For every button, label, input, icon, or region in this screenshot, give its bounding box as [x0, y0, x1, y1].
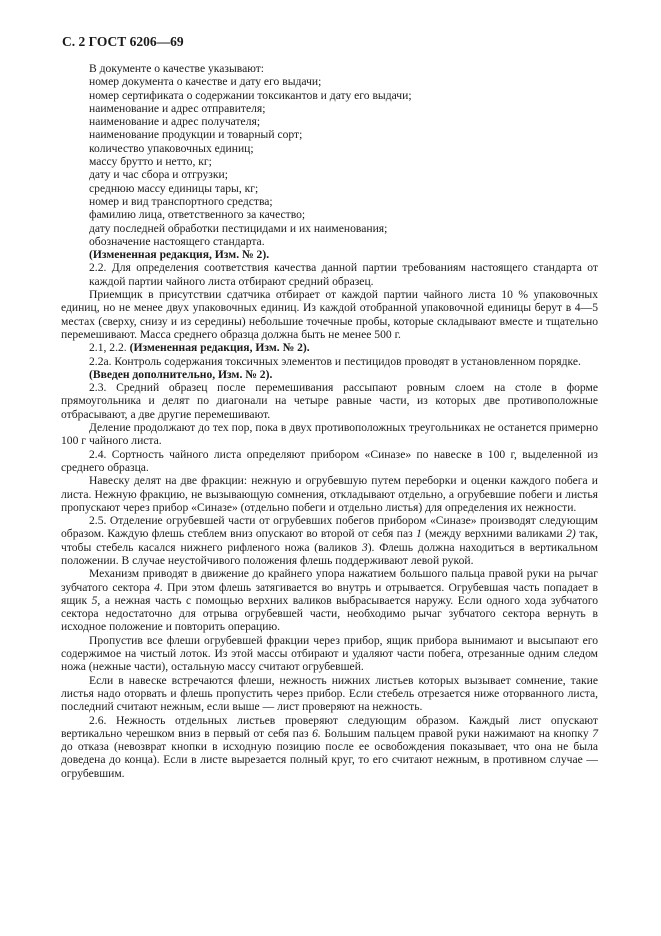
- figure-ref: 4.: [154, 580, 163, 594]
- text-run: так, чтобы стебель касался нижнего рифленого ножа (валиков: [61, 527, 598, 554]
- figure-ref: 3: [361, 540, 368, 554]
- paragraph-2-5: [61, 514, 598, 567]
- text-run: до отказа (невозврат кнопки в исходную позицию после ее освобождения показывает, что она не была доведена до конца). Если в листе вырезается полный круг, то его считают нежным, в противном случае — огрубевшим.: [61, 740, 598, 780]
- paragraph-priemshik: Приемщик в присутствии сдатчика отбирает от каждой партии чайного листа 10 % упаковочных единиц, но не менее двух упаковочных единиц. Из каждой отобранной упаковочной единицы берут в 4—5 местах (сверху, снизу и из середины) небольшие точечные пробы, которые складывают вместе и тщательно перемешивают. Масса среднего образца должна быть не менее 500 г.: [61, 288, 598, 341]
- list-item: дату и час сбора и отгрузки;: [89, 168, 228, 182]
- text-run: Механизм приводят в движение до крайнего упора нажатием большого пальца правой руки на рычаг зубчатого сектора: [61, 567, 598, 594]
- list-item: количество упаковочных единиц;: [89, 141, 254, 155]
- text-run: 2.6. Нежность отдельных листьев проверяют следующим образом. Каждый лист опускают вертикально черешком вниз в первый от себя паз: [61, 713, 598, 740]
- amendment-label: (Измененная редакция, Изм. № 2).: [129, 341, 310, 355]
- clause-numbers: 2.1, 2.2.: [89, 341, 127, 355]
- paragraph-delenie: Деление продолжают до тех пор, пока в двух противоположных треугольниках не останется примерно 100 г чайного листа.: [61, 421, 598, 448]
- paragraph-2-6: [61, 714, 598, 780]
- list-item: наименование продукции и товарный сорт;: [89, 128, 303, 142]
- list-item: номер сертификата о содержании токсикантов и дату его выдачи;: [89, 88, 412, 102]
- list-item: среднюю массу единицы тары, кг;: [89, 181, 259, 195]
- amendment-note: (Измененная редакция, Изм. № 2).: [89, 248, 270, 262]
- figure-ref: 2): [566, 527, 576, 541]
- list-item: дату последней обработки пестицидами и их наименования;: [89, 221, 388, 235]
- figure-ref: 7: [592, 726, 598, 740]
- list-item: наименование и адрес получателя;: [89, 115, 261, 129]
- amendment-note-2: [61, 341, 598, 354]
- paragraph-2-2: [61, 261, 598, 288]
- addition-note: (Введен дополнительно, Изм. № 2).: [89, 367, 273, 381]
- paragraph-naveska: Навеску делят на две фракции: нежную и огрубевшую путем переборки и оценки каждого побега и листа. Нежную фракцию, не вызывающую сомнения, откладывают отдельно, а огрубевшие побеги и листья пропускают через прибор «Синазе» (отдельно побеги и отдельно листья) для определения их нежности.: [61, 474, 598, 514]
- text-run: ). Флешь должна находиться в вертикальном положении. В случае неустойчивого положения флешь поддерживают левой рукой.: [61, 540, 598, 567]
- paragraph-mechanism: [61, 567, 598, 633]
- paragraph-2-4: 2.4. Сортность чайного листа определяют прибором «Синазе» по навеске в 100 г, выделенной из среднего образца.: [61, 447, 598, 474]
- list-intro: В документе о качестве указывают:: [89, 62, 265, 75]
- text-run: При этом флешь затягивается во внутрь и отрывается. Огрубевшая часть попадает в ящик: [61, 580, 598, 607]
- text-run: Большим пальцем правой руки нажимают на кнопку: [320, 726, 593, 740]
- figure-ref: 6.: [312, 726, 321, 740]
- text-run: 2.5. Отделение огрубевшей части от огрубевших побегов прибором «Синазе» производят следующим образом. Каждую флешь стеблем вниз опускают во второй от себя паз: [61, 514, 598, 541]
- list-item: массу брутто и нетто, кг;: [89, 155, 212, 169]
- figure-ref: 5,: [91, 593, 101, 607]
- list-item: номер документа о качестве и дату его выдачи;: [89, 75, 322, 89]
- text-run: (между верхними валиками: [421, 527, 567, 541]
- paragraph-2-2a: 2.2а. Контроль содержания токсичных элементов и пестицидов проводят в установленном порядке.: [89, 354, 581, 368]
- list-item: фамилию лица, ответственного за качество;: [89, 208, 306, 222]
- paragraph-propustiv: Пропустив все флеши огрубевшей фракции через прибор, ящик прибора вынимают и высыпают его содержимое на чистый лоток. Из этой массы отбирают и удаляют части побега, отрезанные одним следом ножа (нежные части), остальную массу считают огрубевшей.: [61, 633, 598, 674]
- quality-document-list: [89, 62, 598, 261]
- document-body: [61, 62, 599, 780]
- text-run: а нежная часть с помощью верхних валиков выбрасывается наружу. Если одного хода зубчатого сектора недостаточно для отрыва огрубевшей части, необходимо рычаг зубчатого сектора вернуть в исходное положение и повторить операцию.: [61, 593, 599, 634]
- list-item: обозначение настоящего стандарта.: [89, 234, 265, 248]
- paragraph-2-3: 2.3. Средний образец после перемешивания рассыпают ровным слоем на столе в форме прямоугольника и делят по диагонали на четыре равные части, из которых две противоположные отбрасывают, а две другие перемешивают.: [61, 381, 598, 421]
- list-item: наименование и адрес отправителя;: [89, 101, 266, 115]
- figure-ref: 1: [416, 527, 422, 541]
- paragraph-text: 2.2. Для определения соответствия качества данной партии требованиям настоящего стандарта от каждой партии чайного листа отбирают средний образец.: [89, 261, 598, 288]
- list-item: номер и вид транспортного средства;: [89, 194, 273, 208]
- paragraph-esli: Если в навеске встречаются флеши, нежность нижних листьев которых вызывает сомнение, такие листья надо оторвать и флешь пропустить через прибор. Если стебель отрезается ниже оторванного листа, последний считают нежным, если выше — лист проверяют на нежность.: [61, 673, 598, 714]
- page-header: С. 2 ГОСТ 6206—69: [62, 34, 184, 49]
